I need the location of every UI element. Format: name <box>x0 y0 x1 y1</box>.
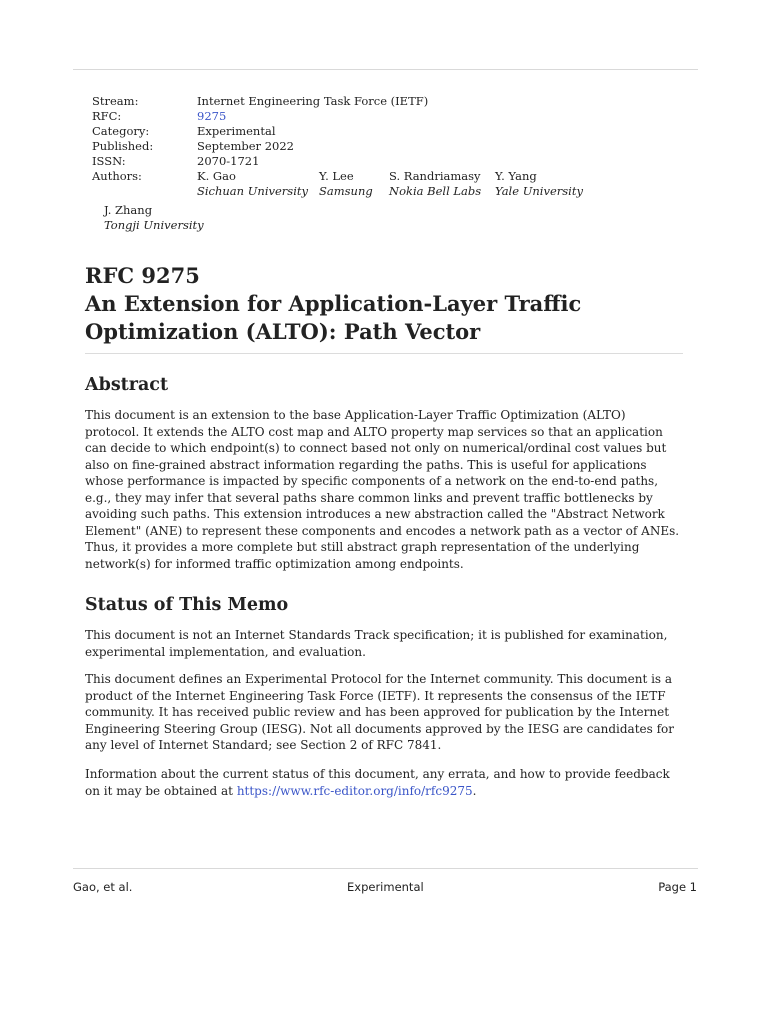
title-rfc-number: RFC 9275 <box>85 263 200 288</box>
author-entry <box>389 169 481 199</box>
author-name: S. Randriamasy <box>389 169 481 183</box>
rfc-number-link[interactable]: 9275 <box>197 109 227 123</box>
published-label: Published: <box>92 139 154 153</box>
issn-label: ISSN: <box>92 154 126 168</box>
authors-label: Authors: <box>92 169 142 183</box>
author-organization: Samsung <box>319 184 373 198</box>
title-line: Optimization (ALTO): Path Vector <box>85 319 481 344</box>
author-organization: Nokia Bell Labs <box>389 184 482 198</box>
author-name: Y. Lee <box>319 169 354 183</box>
title-line: An Extension for Application-Layer Traffic <box>85 291 582 316</box>
author-name: K. Gao <box>197 169 236 183</box>
stream-label: Stream: <box>92 94 139 108</box>
category-value: Experimental <box>197 124 276 138</box>
abstract-heading: Abstract <box>85 375 169 395</box>
abstract-text: This document is an extension to the base Application-Layer Traffic Optimization (ALTO) protocol. It extends the ALTO cost map and ALTO property map services so that an application can decide to which endpoint(s) to connect based not only on numerical/ordinal cost values but also on fine-grained abstract information regarding the paths. This is useful for applications whose performance is impacted by specific components of a network on the end-to-end paths, e.g., they may infer that several paths share common links and prevent traffic bottlenecks by avoiding such paths. This extension introduces a new abstraction called the "Abstract Network Element" (ANE) to represent these components and encodes a network path as a vector of ANEs. Thus, it provides a more complete but still abstract graph representation of the underlying network(s) for informed traffic optimization among endpoints. <box>85 408 680 571</box>
issn-value: 2070-1721 <box>197 154 260 168</box>
footer-authors: Gao, et al. <box>73 880 133 894</box>
author-entry <box>104 203 204 233</box>
author-organization: Yale University <box>495 184 583 198</box>
author-name: Y. Yang <box>495 169 537 183</box>
published-value: September 2022 <box>197 139 294 153</box>
status-paragraph-2: This document defines an Experimental Protocol for the Internet community. This document is a product of the Internet Engineering Task Force (IETF). It represents the consensus of the IETF community. It has received public review and has been approved for publication by the Internet Engineering Steering Group (IESG). Not all documents approved by the IESG are candidates for any level of Internet Standard; see Section 2 of RFC 7841. <box>85 672 675 752</box>
status-paragraph-3-end: . <box>472 783 477 798</box>
status-heading: Status of This Memo <box>85 595 289 615</box>
stream-value: Internet Engineering Task Force (IETF) <box>197 94 429 108</box>
footer-divider <box>73 868 698 869</box>
footer-page-number: Page 1 <box>658 880 697 894</box>
top-divider <box>73 69 698 70</box>
status-paragraph-3-text: Information about the current status of this document, any errata, and how to provide feedback on it may be obtained at <box>85 767 670 798</box>
status-paragraph-1: This document is not an Internet Standards Track specification; it is published for examination, experimental implementation, and evaluation. <box>85 628 668 659</box>
author-organization: Tongji University <box>104 218 204 232</box>
footer-category: Experimental <box>347 880 424 894</box>
rfc-label: RFC: <box>92 109 122 123</box>
document-metadata <box>92 94 428 169</box>
status-paragraph-3 <box>85 766 681 799</box>
rfc-editor-info-link[interactable]: https://www.rfc-editor.org/info/rfc9275 <box>236 783 473 798</box>
author-entry <box>495 169 583 199</box>
title-divider <box>85 353 683 354</box>
author-name: J. Zhang <box>104 203 153 217</box>
category-label: Category: <box>92 124 150 138</box>
document-title <box>85 262 685 346</box>
author-entry <box>319 169 373 199</box>
author-organization: Sichuan University <box>197 184 309 198</box>
author-entry <box>197 169 308 199</box>
